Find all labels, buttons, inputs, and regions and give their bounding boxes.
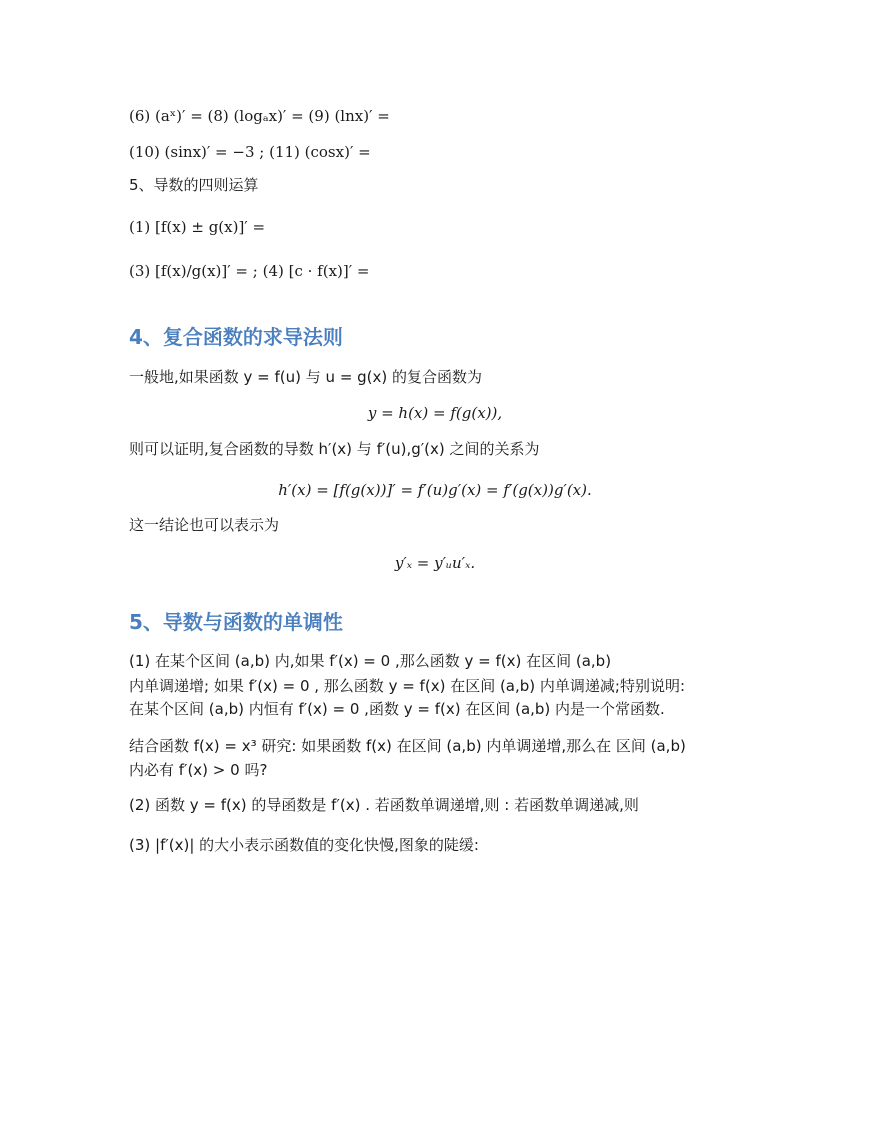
chain-rule-short-form: y′ₓ = y′ᵤu′ₓ. (394, 554, 476, 572)
heading-monotonicity: 5、导数与函数的单调性 (129, 610, 343, 634)
chain-rule-alt-intro: 这一结论也可以表示为 (129, 516, 280, 534)
composite-proof-text: 则可以证明,复合函数的导数 h′(x) 与 f′(u),g′(x) 之间的关系为 (129, 440, 540, 458)
derivative-formulas-line-2: (10) (sinx)′ = −3 ; (11) (cosx)′ = (129, 143, 371, 161)
composite-intro: 一般地,如果函数 y = f(u) 与 u = g(x) 的复合函数为 (129, 368, 483, 386)
chain-rule-equation: h′(x) = [f(g(x))]′ = f′(u)g′(x) = f′(g(x))g′(x). (278, 481, 592, 499)
derivative-formulas-line-1: (6) (aˣ)′ = (8) (logₐx)′ = (9) (lnx)′ = (129, 107, 390, 125)
monotonicity-question-1: 结合函数 f(x) = x³ 研究: 如果函数 f(x) 在区间 (a,b) 内单调递增,那么在 区间 (a,b) (129, 737, 686, 755)
composite-definition-equation: y = h(x) = f(g(x)), (367, 404, 503, 422)
section-5-arithmetic-title: 5、导数的四则运算 (129, 176, 259, 194)
rule-quotient-scalar: (3) [f(x)/g(x)]′ = ; (4) [c · f(x)]′ = (129, 262, 370, 280)
monotonicity-text-2: 内单调递增; 如果 f′(x) = 0 , 那么函数 y = f(x) 在区间 (a,b) 内单调递减;特别说明: (129, 677, 686, 695)
monotonicity-text-3: 在某个区间 (a,b) 内恒有 f′(x) = 0 ,函数 y = f(x) 在区间 (a,b) 内是一个常函数. (129, 700, 665, 718)
monotonicity-text-1: (1) 在某个区间 (a,b) 内,如果 f′(x) = 0 ,那么函数 y = f(x) 在区间 (a,b) (129, 652, 612, 670)
rule-sum-difference: (1) [f(x) ± g(x)]′ = (129, 218, 266, 236)
monotonicity-question-2: 内必有 f′(x) > 0 吗? (129, 761, 268, 779)
derivative-sign-rule: (2) 函数 y = f(x) 的导函数是 f′(x) . 若函数单调递增,则 : 若函数单调递减,则 (129, 796, 639, 814)
heading-composite-rule: 4、复合函数的求导法则 (129, 325, 343, 349)
derivative-magnitude-rule: (3) |f′(x)| 的大小表示函数值的变化快慢,图象的陡缓: (129, 836, 479, 854)
